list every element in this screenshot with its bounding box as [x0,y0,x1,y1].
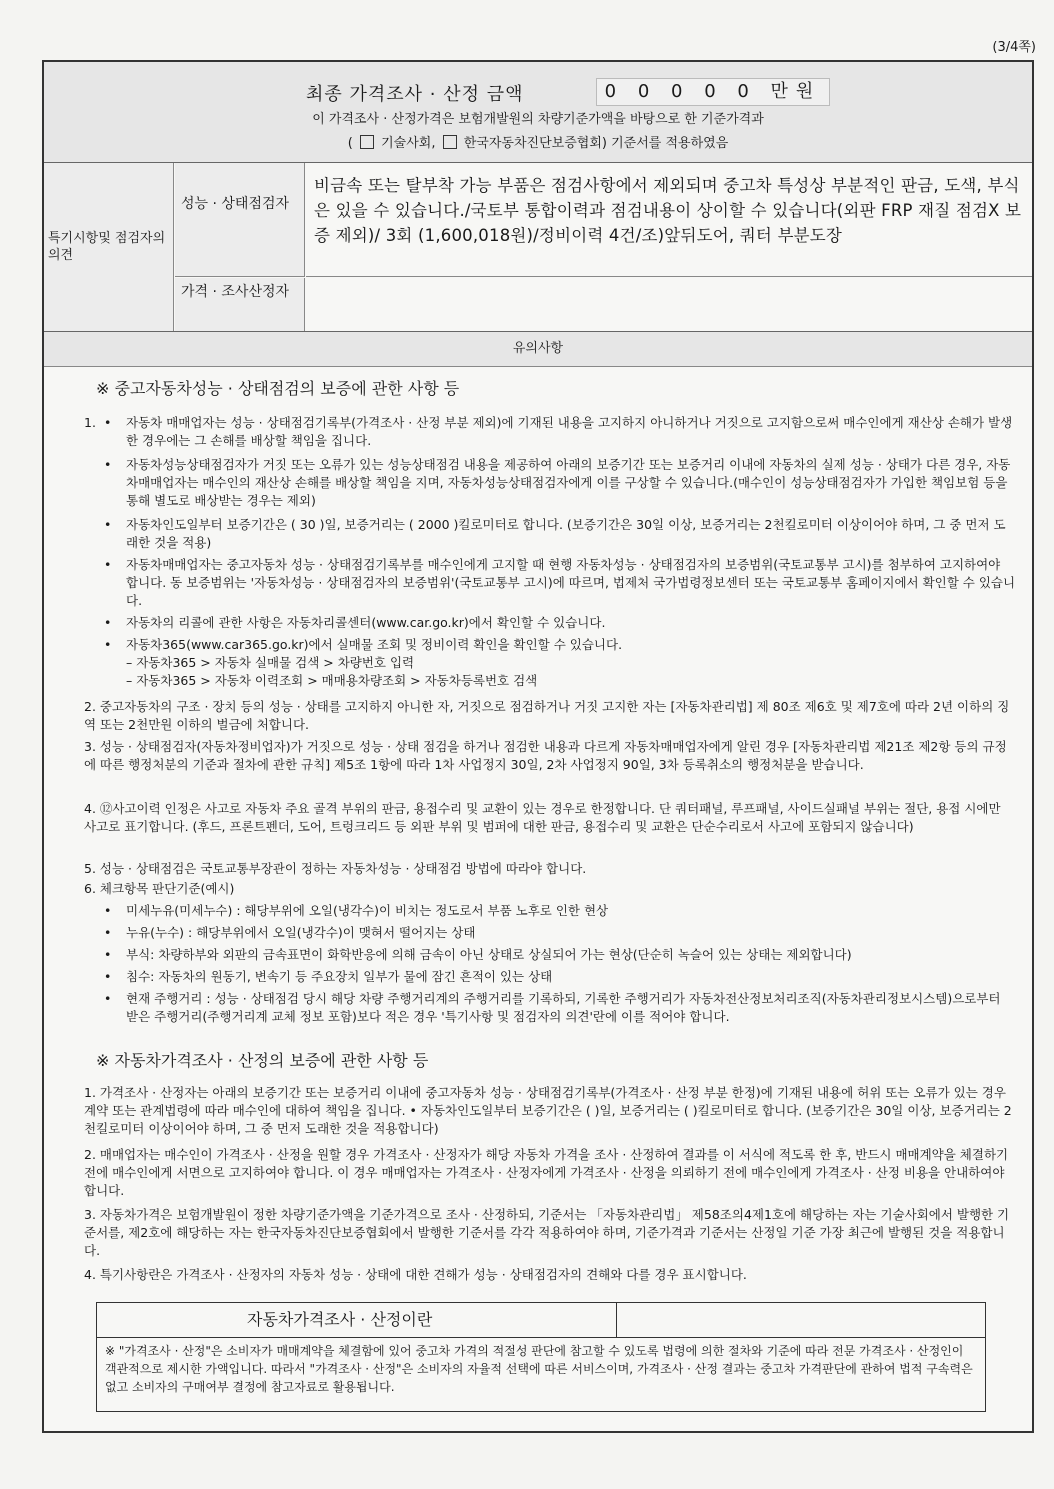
section1-heading: ※ 중고자동차성능 · 상태점검의 보증에 관한 사항 등 [96,379,460,398]
criteria-text: 침수: 자동차의 원동기, 변속기 등 주요장치 일부가 물에 잠긴 흔적이 있는 상태 [126,969,553,984]
bullet-dot: • [104,457,112,472]
bullet-dot: • [104,517,112,532]
bullet-dot: • [104,947,112,962]
criteria-text: 부식: 차량하부와 외판의 금속표면이 화학반응에 의해 금속이 아닌 상태로 상실되어 가는 현상(단순히 녹슬어 있는 상태는 제외합니다) [126,947,852,962]
section2-item3: 3. 자동차가격은 보험개발원이 정한 차량기준가액을 기준가격으로 조사 · 산정하되, 기준서는 「자동차관리법」 제58조의4제1호에 해당하는 자는 기술사회에서 발행한 기준서를, 제2호에 해당하는 자는 한국자동차진단보증협회에서 발행한 기준서를 각각 적용하여야 하며, 기준가격과 기준서는 산정일 기준 가장 최근에 발행된 것을 적용합니다. [84,1207,1010,1258]
option-engineers-association: 기술사회, [381,136,436,151]
bullet-dot: • [104,969,112,984]
criteria-text: 누유(누수) : 해당부위에서 오일(냉각수)이 맺혀서 떨어지는 상태 [126,925,476,940]
bullet-text: 자동차인도일부터 보증기간은 ( 30 )일, 보증거리는 ( 2000 )킬로미터로 합니다. (보증기간은 30일 이상, 보증거리는 2천킬로미터 이상이어야 하며, 그 중 먼저 도래한 것을 적용) [126,517,1006,550]
page-number: (3/4쪽) [992,40,1036,55]
price-header [44,62,1032,163]
criteria-text: 미세누유(미세누수) : 해당부위에 오일(냉각수)이 비치는 정도로서 부품 노후로 인한 현상 [126,903,609,918]
paren-open: ( [347,136,353,151]
definition-box-title: 자동차가격조사 · 산정이란 [97,1303,617,1337]
section2-heading: ※ 자동차가격조사 · 산정의 보증에 관한 사항 등 [96,1051,429,1070]
section1-item3: 3. 성능 · 상태점검자(자동차정비업자)가 거짓으로 성능 · 상태 점검을 하거나 점검한 내용과 다르게 자동차매매업자에게 알린 경우 [자동차관리법 제21조 제2항 등의 규정에 따른 행정처분의 기준과 절차에 관한 규칙] 제5조 1항에 따라 1차 사업정지 30일, 2차 사업정지 90일, 3차 등록취소의 행정처분을 받습니다. [84,739,1007,772]
price-assessment-definition-box [96,1302,986,1412]
option-diagnosis-association: 한국자동차진단보증협회) 기준서를 적용하였음 [463,136,729,151]
notices-title: 유의사항 [44,332,1032,367]
checkbox-engineers-association[interactable] [360,135,374,149]
section2-item1: 1. 가격조사 · 산정자는 아래의 보증기간 또는 보증거리 이내에 중고자동차 성능 · 상태점검기록부(가격조사 · 산정 부분 한정)에 기재된 내용에 허위 또는 오류가 있는 경우 계약 또는 관계법령에 따라 매수인에 대하여 책임을 집니다. • 자동차인도일부터 보증기간은 ( )일, 보증거리는 ( )킬로미터로 합니다. (보증기간은 30일 이상, 보증거리는 2천킬로미터 이상이어야 하며, 그 중 먼저 도래한 것을 적용합니다) [84,1085,1012,1136]
checkbox-diagnosis-association[interactable] [443,135,457,149]
standard-selection [44,132,1032,151]
final-price-amount: 0 0 0 0 0 만원 [596,78,830,106]
bullet-dot: • [104,615,112,630]
bullet-text: 자동차 매매업자는 성능 · 상태점검기록부(가격조사 · 산정 부분 제외)에 기재된 내용을 고지하지 아니하거나 거짓으로 고지함으로써 매수인에게 재산상 손해가 발생한 경우에는 그 손해를 배상할 책임을 집니다. [126,415,1013,448]
section2-item2: 2. 매매업자는 매수인이 가격조사 · 산정을 원할 경우 가격조사 · 산정자가 해당 자동차 가격을 조사 · 산정하여 결과를 이 서식에 적도록 한 후, 반드시 매매계약을 체결하기 전에 매수인에게 서면으로 고지하여야 합니다. 이 경우 매매업자는 가격조사 · 산정자에게 가격조사 · 산정을 의뢰하기 전에 매수인에게 가격조사 · 산정 비용을 안내하여야 합니다. [84,1147,1009,1198]
opinion-label: 특기시항및 점검자의 의견 [44,163,174,331]
section1-item1-number: 1. [84,415,96,430]
sub-path-listing: – 자동차365 > 자동차 실매물 검색 > 차량번호 입력 [126,655,415,670]
definition-box-text: ※ "가격조사 · 산정"은 소비자가 매매계약을 체결함에 있어 중고차 가격의 적절성 판단에 참고할 수 있도록 법령에 의한 절차와 기준에 따라 전문 가격조사 · 산정인이 객관적으로 제시한 가액입니다. 따라서 "가격조사 · 산정"은 소비자의 자율적 선택에 따른 서비스이며, 가격조사 · 산정 결과는 중고차 가격판단에 관하여 법적 구속력은 없고 소비자의 구매여부 결정에 참고자료로 활용됩니다. [105,1344,973,1394]
opinion-table [44,163,1032,332]
bullet-text: 자동차매매업자는 중고자동차 성능 · 상태점검기록부를 매수인에게 고지할 때 현행 자동차성능 · 상태점검자의 보증범위(국토교통부 고시)를 첨부하여 고지하여야 합니다. 동 보증범위는 '자동차성능 · 상태점검자의 보증범위'(국토교통부 고시)에 따르며, 법제처 국가법령정보센터 또는 국토교통부 홈페이지에서 확인할 수 있습니다. [126,557,1016,608]
price-assessor-opinion [306,278,1032,331]
criteria-text: 현재 주행거리 : 성능 · 상태점검 당시 해당 차량 주행거리계의 주행거리를 기록하되, 기록한 주행거리가 자동차전산정보처리조직(자동차관리정보시스템)으로부터 받은 주행거리(주행거리계 교체 정보 포함)보다 적은 경우 '특기사항 및 점검자의 의견'란에 이를 적어야 합니다. [126,991,1001,1024]
section1-item6: 6. 체크항목 판단기준(예시) [84,881,235,896]
bullet-text: 자동차365(www.car365.go.kr)에서 실매물 조회 및 정비이력 확인을 확인할 수 있습니다. [126,637,623,652]
definition-box-header [97,1303,985,1338]
bullet-dot: • [104,991,112,1006]
perf-inspector-opinion: 비금속 또는 탈부착 가능 부품은 점검사항에서 제외되며 중고차 특성상 부분적인 판금, 도색, 부식은 있을 수 있습니다./국토부 통합이력과 점검내용이 상이할 수 있습니다(외판 FRP 재질 점검X 보증 제외)/ 3회 (1,600,018원)/정비이력 4건/조)앞뒤도어, 쿼터 부분도장 [306,163,1032,277]
sub-path-history: – 자동차365 > 자동차 이력조회 > 매매용차량조회 > 자동차등록번호 검색 [126,673,538,688]
bullet-dot: • [104,637,112,652]
bullet-dot: • [104,925,112,940]
bullet-dot: • [104,557,112,572]
section2-item4: 4. 특기사항란은 가격조사 · 산정자의 자동차 성능 · 상태에 대한 견해가 성능 · 상태점검자의 견해와 다를 경우 표시합니다. [84,1267,747,1282]
bullet-text: 자동차성능상태점검자가 거짓 또는 오류가 있는 성능상태점검 내용을 제공하여 아래의 보증기간 또는 보증거리 이내에 자동차의 실제 성능 · 상태가 다른 경우, 자동차매매업자는 매수인의 재산상 손해를 배상할 책임을 지며, 자동차성능상태점검자에게 이를 구상할 수 있습니다.(매수인이 성능상태점검자가 가입한 책임보험 등을 통해 별도로 배상받는 경우는 제외) [126,457,1011,508]
final-price-title: 최종 가격조사 · 산정 금액 [306,84,524,105]
section1-item5: 5. 성능 · 상태점검은 국토교통부장관이 정하는 자동차성능 · 상태점검 방법에 따라야 합니다. [84,861,587,876]
section1-item4: 4. ⑫사고이력 인정은 사고로 자동차 주요 골격 부위의 판금, 용접수리 및 교환이 있는 경우로 한정합니다. 단 쿼터패널, 루프패널, 사이드실패널 부위는 절단, 용접 시에만 사고로 표기합니다. (후드, 프론트펜더, 도어, 트렁크리드 등 외판 부위 및 범퍼에 대한 판금, 용접수리 및 교환은 단순수리로서 사고에 포함되지 않습니다) [84,801,1001,834]
perf-inspector-label: 성능 · 상태점검자 [175,163,305,277]
bullet-dot: • [104,415,112,430]
bullet-dot: • [104,903,112,918]
price-basis-text: 이 가격조사 · 산정가격은 보험개발원의 차량기준가액을 바탕으로 한 기준가격과 [312,112,764,127]
section1-item2: 2. 중고자동차의 구조 · 장치 등의 성능 · 상태를 고지하지 아니한 자, 거짓으로 점검하거나 거짓 고지한 자는 [자동차관리법] 제 80조 제6호 및 제7호에 따라 2년 이하의 징역 또는 2천만원 이하의 벌금에 처합니다. [84,699,1010,732]
price-assessor-label: 가격 · 조사산정자 [175,278,305,331]
form-frame [42,60,1034,1433]
bullet-text: 자동차의 리콜에 관한 사항은 자동차리콜센터(www.car.go.kr)에서 확인할 수 있습니다. [126,615,606,630]
